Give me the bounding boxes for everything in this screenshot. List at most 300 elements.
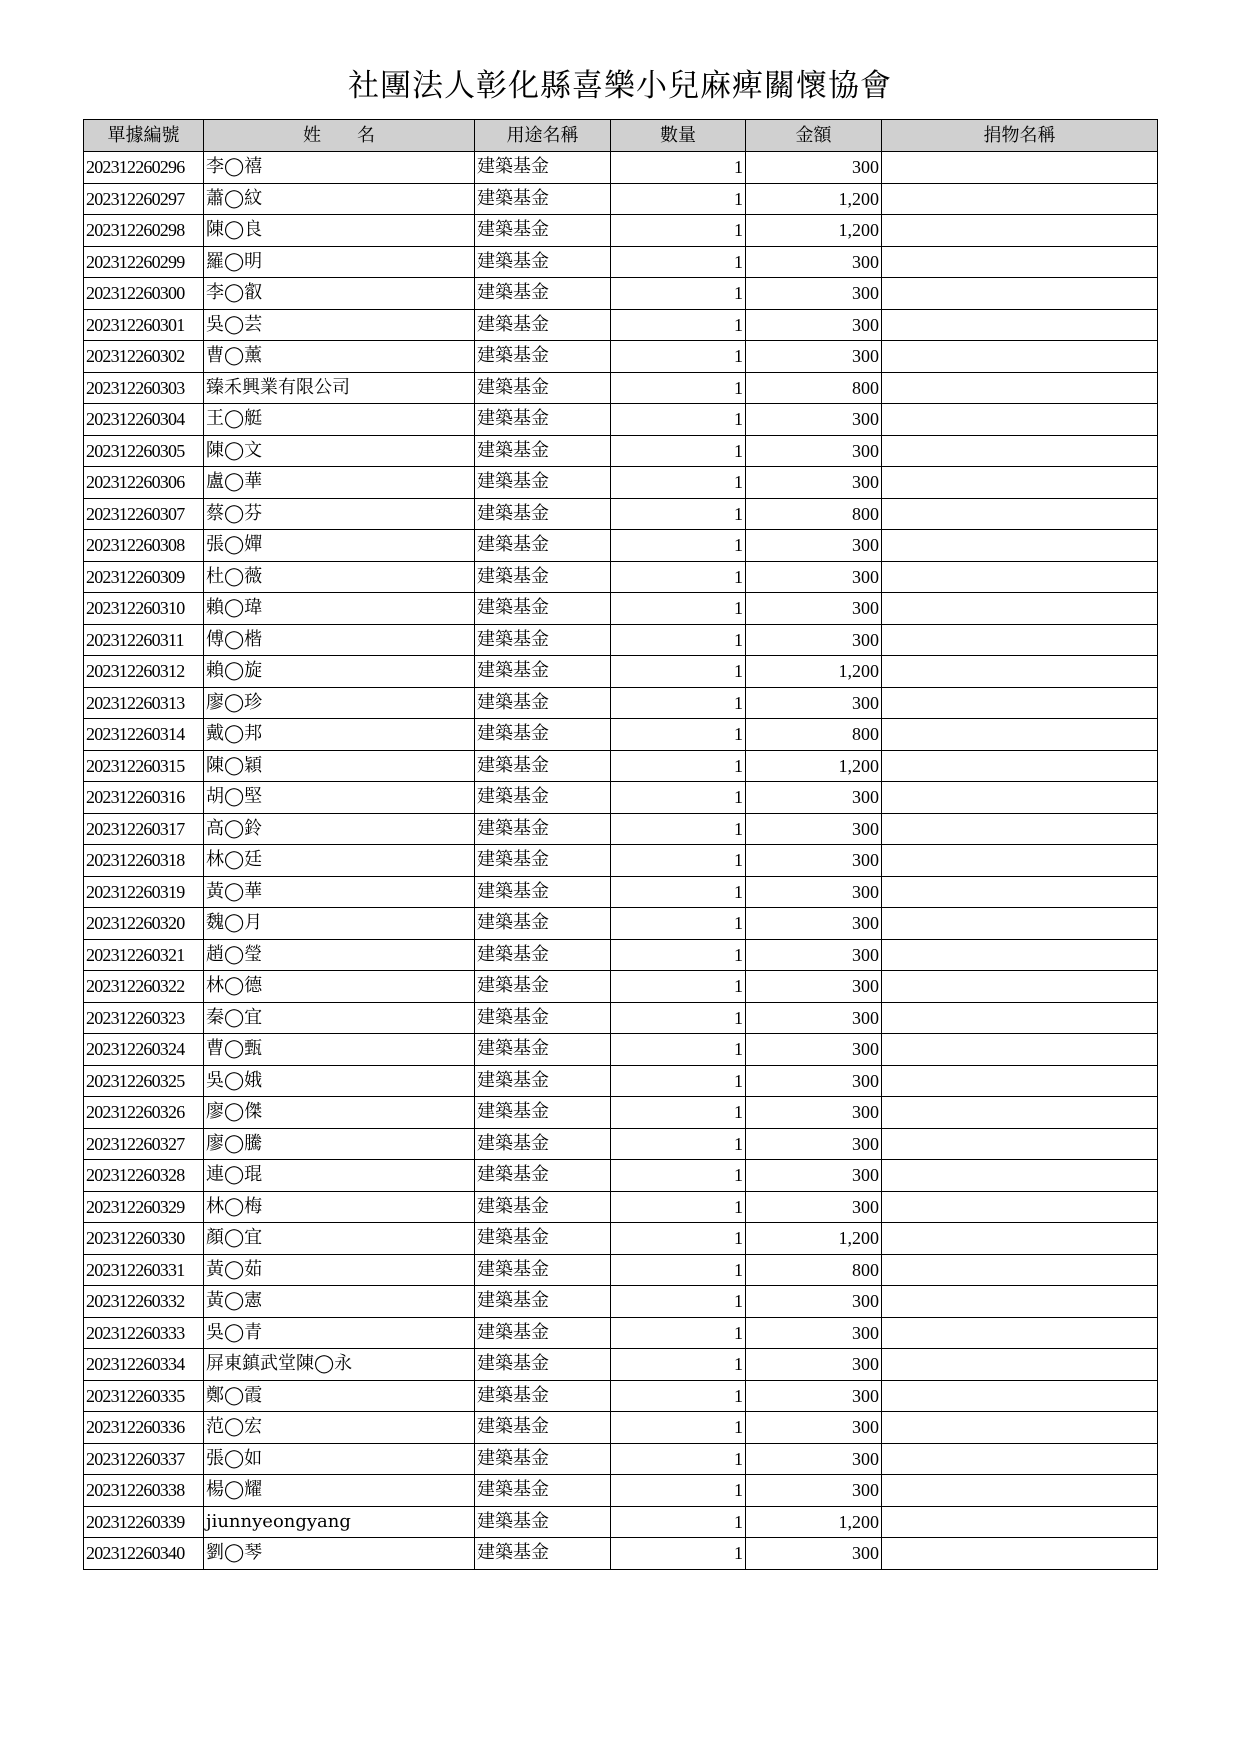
- receipt-id-cell: 202312260302: [84, 341, 204, 373]
- donor-name-cell: 李◯禧: [204, 152, 475, 184]
- donated-item-cell: [882, 1380, 1158, 1412]
- amount-cell: 300: [746, 971, 882, 1003]
- donated-item-cell: [882, 908, 1158, 940]
- amount-cell: 300: [746, 813, 882, 845]
- table-row: [84, 1317, 1158, 1349]
- donor-name-cell: 劉◯琴: [204, 1538, 475, 1570]
- purpose-cell: 建築基金: [475, 246, 611, 278]
- donor-name-cell: 陳◯穎: [204, 750, 475, 782]
- amount-cell: 300: [746, 246, 882, 278]
- donor-name-cell: 盧◯華: [204, 467, 475, 499]
- purpose-cell: 建築基金: [475, 1380, 611, 1412]
- table-row: [84, 1223, 1158, 1255]
- donated-item-cell: [882, 750, 1158, 782]
- column-header-receipt-id: 單據編號: [84, 120, 204, 152]
- donor-name-cell: 張◯如: [204, 1443, 475, 1475]
- receipt-id-cell: 202312260307: [84, 498, 204, 530]
- amount-cell: 300: [746, 1097, 882, 1129]
- quantity-cell: 1: [611, 1160, 746, 1192]
- table-row: [84, 309, 1158, 341]
- table-row: [84, 561, 1158, 593]
- amount-cell: 300: [746, 1191, 882, 1223]
- receipt-id-cell: 202312260320: [84, 908, 204, 940]
- donor-name-cell: 鄭◯霞: [204, 1380, 475, 1412]
- amount-cell: 300: [746, 1380, 882, 1412]
- purpose-cell: 建築基金: [475, 1128, 611, 1160]
- amount-cell: 300: [746, 1538, 882, 1570]
- table-row: [84, 845, 1158, 877]
- quantity-cell: 1: [611, 1002, 746, 1034]
- table-row: [84, 152, 1158, 184]
- donated-item-cell: [882, 561, 1158, 593]
- quantity-cell: 1: [611, 782, 746, 814]
- donated-item-cell: [882, 1128, 1158, 1160]
- amount-cell: 800: [746, 372, 882, 404]
- receipt-id-cell: 202312260298: [84, 215, 204, 247]
- donor-name-cell: 吳◯青: [204, 1317, 475, 1349]
- table-row: [84, 593, 1158, 625]
- amount-cell: 1,200: [746, 1506, 882, 1538]
- table-row: [84, 1160, 1158, 1192]
- purpose-cell: 建築基金: [475, 1475, 611, 1507]
- donor-name-cell: 臻禾興業有限公司: [204, 372, 475, 404]
- donor-name-cell: jiunnyeongyang: [204, 1506, 475, 1538]
- table-row: [84, 1380, 1158, 1412]
- receipt-id-cell: 202312260309: [84, 561, 204, 593]
- column-header-amount: 金額: [746, 120, 882, 152]
- purpose-cell: 建築基金: [475, 309, 611, 341]
- amount-cell: 300: [746, 467, 882, 499]
- table-row: [84, 1254, 1158, 1286]
- amount-cell: 1,200: [746, 1223, 882, 1255]
- table-row: [84, 782, 1158, 814]
- table-row: [84, 939, 1158, 971]
- quantity-cell: 1: [611, 1412, 746, 1444]
- donated-item-cell: [882, 341, 1158, 373]
- amount-cell: 300: [746, 309, 882, 341]
- purpose-cell: 建築基金: [475, 1160, 611, 1192]
- receipt-id-cell: 202312260321: [84, 939, 204, 971]
- quantity-cell: 1: [611, 435, 746, 467]
- donor-name-cell: 黃◯華: [204, 876, 475, 908]
- column-header-name: 姓 名: [204, 120, 475, 152]
- donated-item-cell: [882, 278, 1158, 310]
- receipt-id-cell: 202312260328: [84, 1160, 204, 1192]
- amount-cell: 300: [746, 341, 882, 373]
- table-row: [84, 341, 1158, 373]
- quantity-cell: 1: [611, 404, 746, 436]
- donor-name-cell: 高◯鈴: [204, 813, 475, 845]
- donated-item-cell: [882, 498, 1158, 530]
- purpose-cell: 建築基金: [475, 750, 611, 782]
- donated-item-cell: [882, 1097, 1158, 1129]
- quantity-cell: 1: [611, 876, 746, 908]
- donated-item-cell: [882, 1349, 1158, 1381]
- donated-item-cell: [882, 624, 1158, 656]
- receipt-id-cell: 202312260297: [84, 183, 204, 215]
- quantity-cell: 1: [611, 278, 746, 310]
- receipt-id-cell: 202312260304: [84, 404, 204, 436]
- donor-name-cell: 廖◯騰: [204, 1128, 475, 1160]
- table-row: [84, 656, 1158, 688]
- donor-name-cell: 陳◯良: [204, 215, 475, 247]
- table-row: [84, 971, 1158, 1003]
- receipt-id-cell: 202312260312: [84, 656, 204, 688]
- purpose-cell: 建築基金: [475, 1317, 611, 1349]
- receipt-id-cell: 202312260318: [84, 845, 204, 877]
- donated-item-cell: [882, 687, 1158, 719]
- purpose-cell: 建築基金: [475, 498, 611, 530]
- donated-item-cell: [882, 1443, 1158, 1475]
- quantity-cell: 1: [611, 1097, 746, 1129]
- receipt-id-cell: 202312260330: [84, 1223, 204, 1255]
- purpose-cell: 建築基金: [475, 1065, 611, 1097]
- amount-cell: 300: [746, 561, 882, 593]
- quantity-cell: 1: [611, 561, 746, 593]
- amount-cell: 300: [746, 1349, 882, 1381]
- donation-table: [83, 119, 1158, 1570]
- quantity-cell: 1: [611, 341, 746, 373]
- receipt-id-cell: 202312260331: [84, 1254, 204, 1286]
- amount-cell: 300: [746, 1128, 882, 1160]
- quantity-cell: 1: [611, 656, 746, 688]
- purpose-cell: 建築基金: [475, 561, 611, 593]
- quantity-cell: 1: [611, 1349, 746, 1381]
- receipt-id-cell: 202312260322: [84, 971, 204, 1003]
- donated-item-cell: [882, 404, 1158, 436]
- purpose-cell: 建築基金: [475, 876, 611, 908]
- quantity-cell: 1: [611, 1034, 746, 1066]
- donor-name-cell: 屏東鎮武堂陳◯永: [204, 1349, 475, 1381]
- quantity-cell: 1: [611, 372, 746, 404]
- receipt-id-cell: 202312260327: [84, 1128, 204, 1160]
- table-row: [84, 1065, 1158, 1097]
- quantity-cell: 1: [611, 309, 746, 341]
- purpose-cell: 建築基金: [475, 813, 611, 845]
- quantity-cell: 1: [611, 1254, 746, 1286]
- quantity-cell: 1: [611, 1317, 746, 1349]
- table-row: [84, 404, 1158, 436]
- donated-item-cell: [882, 845, 1158, 877]
- quantity-cell: 1: [611, 687, 746, 719]
- table-row: [84, 687, 1158, 719]
- purpose-cell: 建築基金: [475, 687, 611, 719]
- column-header-quantity: 數量: [611, 120, 746, 152]
- donated-item-cell: [882, 246, 1158, 278]
- table-row: [84, 530, 1158, 562]
- receipt-id-cell: 202312260310: [84, 593, 204, 625]
- purpose-cell: 建築基金: [475, 624, 611, 656]
- amount-cell: 300: [746, 435, 882, 467]
- receipt-id-cell: 202312260329: [84, 1191, 204, 1223]
- donated-item-cell: [882, 309, 1158, 341]
- purpose-cell: 建築基金: [475, 1443, 611, 1475]
- purpose-cell: 建築基金: [475, 908, 611, 940]
- amount-cell: 300: [746, 278, 882, 310]
- donated-item-cell: [882, 1506, 1158, 1538]
- amount-cell: 300: [746, 782, 882, 814]
- donated-item-cell: [882, 813, 1158, 845]
- receipt-id-cell: 202312260299: [84, 246, 204, 278]
- purpose-cell: 建築基金: [475, 372, 611, 404]
- purpose-cell: 建築基金: [475, 971, 611, 1003]
- donor-name-cell: 吳◯芸: [204, 309, 475, 341]
- table-row: [84, 183, 1158, 215]
- amount-cell: 300: [746, 845, 882, 877]
- receipt-id-cell: 202312260338: [84, 1475, 204, 1507]
- receipt-id-cell: 202312260324: [84, 1034, 204, 1066]
- donor-name-cell: 張◯嬋: [204, 530, 475, 562]
- table-row: [84, 1286, 1158, 1318]
- amount-cell: 300: [746, 1443, 882, 1475]
- donor-name-cell: 林◯德: [204, 971, 475, 1003]
- amount-cell: 300: [746, 1475, 882, 1507]
- donated-item-cell: [882, 435, 1158, 467]
- table-row: [84, 1443, 1158, 1475]
- purpose-cell: 建築基金: [475, 939, 611, 971]
- purpose-cell: 建築基金: [475, 1034, 611, 1066]
- purpose-cell: 建築基金: [475, 278, 611, 310]
- receipt-id-cell: 202312260333: [84, 1317, 204, 1349]
- table-row: [84, 1034, 1158, 1066]
- donor-name-cell: 傅◯楷: [204, 624, 475, 656]
- receipt-id-cell: 202312260308: [84, 530, 204, 562]
- receipt-id-cell: 202312260319: [84, 876, 204, 908]
- amount-cell: 300: [746, 876, 882, 908]
- amount-cell: 1,200: [746, 183, 882, 215]
- donated-item-cell: [882, 1160, 1158, 1192]
- purpose-cell: 建築基金: [475, 152, 611, 184]
- amount-cell: 300: [746, 1160, 882, 1192]
- quantity-cell: 1: [611, 215, 746, 247]
- donated-item-cell: [882, 1065, 1158, 1097]
- donated-item-cell: [882, 467, 1158, 499]
- amount-cell: 800: [746, 498, 882, 530]
- column-header-donated-item: 捐物名稱: [882, 120, 1158, 152]
- receipt-id-cell: 202312260313: [84, 687, 204, 719]
- quantity-cell: 1: [611, 1538, 746, 1570]
- table-row: [84, 435, 1158, 467]
- amount-cell: 800: [746, 719, 882, 751]
- donated-item-cell: [882, 1223, 1158, 1255]
- donor-name-cell: 王◯艇: [204, 404, 475, 436]
- donated-item-cell: [882, 1412, 1158, 1444]
- table-row: [84, 498, 1158, 530]
- amount-cell: 1,200: [746, 215, 882, 247]
- donated-item-cell: [882, 1475, 1158, 1507]
- donor-name-cell: 楊◯耀: [204, 1475, 475, 1507]
- quantity-cell: 1: [611, 719, 746, 751]
- quantity-cell: 1: [611, 530, 746, 562]
- donor-name-cell: 廖◯傑: [204, 1097, 475, 1129]
- quantity-cell: 1: [611, 467, 746, 499]
- quantity-cell: 1: [611, 1380, 746, 1412]
- amount-cell: 300: [746, 1034, 882, 1066]
- donated-item-cell: [882, 876, 1158, 908]
- amount-cell: 300: [746, 1065, 882, 1097]
- receipt-id-cell: 202312260332: [84, 1286, 204, 1318]
- receipt-id-cell: 202312260339: [84, 1506, 204, 1538]
- donor-name-cell: 戴◯邦: [204, 719, 475, 751]
- amount-cell: 1,200: [746, 750, 882, 782]
- donated-item-cell: [882, 183, 1158, 215]
- donor-name-cell: 蔡◯芬: [204, 498, 475, 530]
- table-row: [84, 719, 1158, 751]
- quantity-cell: 1: [611, 498, 746, 530]
- quantity-cell: 1: [611, 1191, 746, 1223]
- amount-cell: 1,200: [746, 656, 882, 688]
- donor-name-cell: 李◯叡: [204, 278, 475, 310]
- quantity-cell: 1: [611, 1443, 746, 1475]
- quantity-cell: 1: [611, 246, 746, 278]
- table-row: [84, 1191, 1158, 1223]
- table-header: [84, 120, 1158, 152]
- donor-name-cell: 黃◯憲: [204, 1286, 475, 1318]
- amount-cell: 300: [746, 404, 882, 436]
- quantity-cell: 1: [611, 1128, 746, 1160]
- quantity-cell: 1: [611, 971, 746, 1003]
- donated-item-cell: [882, 1034, 1158, 1066]
- receipt-id-cell: 202312260306: [84, 467, 204, 499]
- receipt-id-cell: 202312260314: [84, 719, 204, 751]
- purpose-cell: 建築基金: [475, 530, 611, 562]
- purpose-cell: 建築基金: [475, 1538, 611, 1570]
- purpose-cell: 建築基金: [475, 719, 611, 751]
- amount-cell: 800: [746, 1254, 882, 1286]
- purpose-cell: 建築基金: [475, 183, 611, 215]
- donor-name-cell: 曹◯薰: [204, 341, 475, 373]
- purpose-cell: 建築基金: [475, 1191, 611, 1223]
- donor-name-cell: 廖◯珍: [204, 687, 475, 719]
- donated-item-cell: [882, 152, 1158, 184]
- purpose-cell: 建築基金: [475, 404, 611, 436]
- purpose-cell: 建築基金: [475, 1097, 611, 1129]
- page-title: 社團法人彰化縣喜樂小兒麻痺關懷協會: [348, 68, 892, 104]
- table-row: [84, 372, 1158, 404]
- table-row: [84, 1128, 1158, 1160]
- quantity-cell: 1: [611, 750, 746, 782]
- quantity-cell: 1: [611, 813, 746, 845]
- receipt-id-cell: 202312260325: [84, 1065, 204, 1097]
- header-row: [84, 120, 1158, 152]
- amount-cell: 300: [746, 530, 882, 562]
- donor-name-cell: 陳◯文: [204, 435, 475, 467]
- quantity-cell: 1: [611, 939, 746, 971]
- table-row: [84, 246, 1158, 278]
- donated-item-cell: [882, 1286, 1158, 1318]
- quantity-cell: 1: [611, 593, 746, 625]
- table-row: [84, 278, 1158, 310]
- quantity-cell: 1: [611, 1065, 746, 1097]
- donor-name-cell: 曹◯甄: [204, 1034, 475, 1066]
- table-body: [84, 152, 1158, 1570]
- donor-name-cell: 連◯琨: [204, 1160, 475, 1192]
- donor-name-cell: 賴◯旋: [204, 656, 475, 688]
- receipt-id-cell: 202312260317: [84, 813, 204, 845]
- receipt-id-cell: 202312260301: [84, 309, 204, 341]
- purpose-cell: 建築基金: [475, 1412, 611, 1444]
- donor-name-cell: 趙◯瑩: [204, 939, 475, 971]
- quantity-cell: 1: [611, 1286, 746, 1318]
- receipt-id-cell: 202312260340: [84, 1538, 204, 1570]
- purpose-cell: 建築基金: [475, 1002, 611, 1034]
- receipt-id-cell: 202312260311: [84, 624, 204, 656]
- receipt-id-cell: 202312260305: [84, 435, 204, 467]
- quantity-cell: 1: [611, 152, 746, 184]
- quantity-cell: 1: [611, 1506, 746, 1538]
- donor-name-cell: 黃◯茹: [204, 1254, 475, 1286]
- amount-cell: 300: [746, 687, 882, 719]
- donated-item-cell: [882, 1254, 1158, 1286]
- donated-item-cell: [882, 719, 1158, 751]
- donor-name-cell: 顏◯宜: [204, 1223, 475, 1255]
- receipt-id-cell: 202312260315: [84, 750, 204, 782]
- table-row: [84, 1002, 1158, 1034]
- purpose-cell: 建築基金: [475, 1254, 611, 1286]
- quantity-cell: 1: [611, 845, 746, 877]
- table-row: [84, 1538, 1158, 1570]
- amount-cell: 300: [746, 939, 882, 971]
- receipt-id-cell: 202312260335: [84, 1380, 204, 1412]
- table-row: [84, 876, 1158, 908]
- purpose-cell: 建築基金: [475, 435, 611, 467]
- receipt-id-cell: 202312260326: [84, 1097, 204, 1129]
- donated-item-cell: [882, 593, 1158, 625]
- donated-item-cell: [882, 1538, 1158, 1570]
- amount-cell: 300: [746, 1317, 882, 1349]
- table-row: [84, 1097, 1158, 1129]
- donor-name-cell: 蕭◯紋: [204, 183, 475, 215]
- donated-item-cell: [882, 1002, 1158, 1034]
- donor-name-cell: 杜◯薇: [204, 561, 475, 593]
- amount-cell: 300: [746, 1286, 882, 1318]
- donor-name-cell: 魏◯月: [204, 908, 475, 940]
- purpose-cell: 建築基金: [475, 593, 611, 625]
- donor-name-cell: 胡◯堅: [204, 782, 475, 814]
- donated-item-cell: [882, 939, 1158, 971]
- amount-cell: 300: [746, 1412, 882, 1444]
- purpose-cell: 建築基金: [475, 215, 611, 247]
- amount-cell: 300: [746, 593, 882, 625]
- purpose-cell: 建築基金: [475, 845, 611, 877]
- receipt-id-cell: 202312260316: [84, 782, 204, 814]
- donor-name-cell: 林◯梅: [204, 1191, 475, 1223]
- purpose-cell: 建築基金: [475, 467, 611, 499]
- purpose-cell: 建築基金: [475, 1349, 611, 1381]
- quantity-cell: 1: [611, 183, 746, 215]
- receipt-id-cell: 202312260336: [84, 1412, 204, 1444]
- purpose-cell: 建築基金: [475, 341, 611, 373]
- receipt-id-cell: 202312260303: [84, 372, 204, 404]
- receipt-id-cell: 202312260296: [84, 152, 204, 184]
- quantity-cell: 1: [611, 624, 746, 656]
- purpose-cell: 建築基金: [475, 782, 611, 814]
- table-row: [84, 215, 1158, 247]
- purpose-cell: 建築基金: [475, 1223, 611, 1255]
- donor-name-cell: 吳◯娥: [204, 1065, 475, 1097]
- quantity-cell: 1: [611, 1223, 746, 1255]
- purpose-cell: 建築基金: [475, 1506, 611, 1538]
- table-row: [84, 624, 1158, 656]
- receipt-id-cell: 202312260300: [84, 278, 204, 310]
- amount-cell: 300: [746, 152, 882, 184]
- receipt-id-cell: 202312260337: [84, 1443, 204, 1475]
- table-row: [84, 813, 1158, 845]
- donated-item-cell: [882, 372, 1158, 404]
- table-row: [84, 1349, 1158, 1381]
- donor-name-cell: 羅◯明: [204, 246, 475, 278]
- table-row: [84, 750, 1158, 782]
